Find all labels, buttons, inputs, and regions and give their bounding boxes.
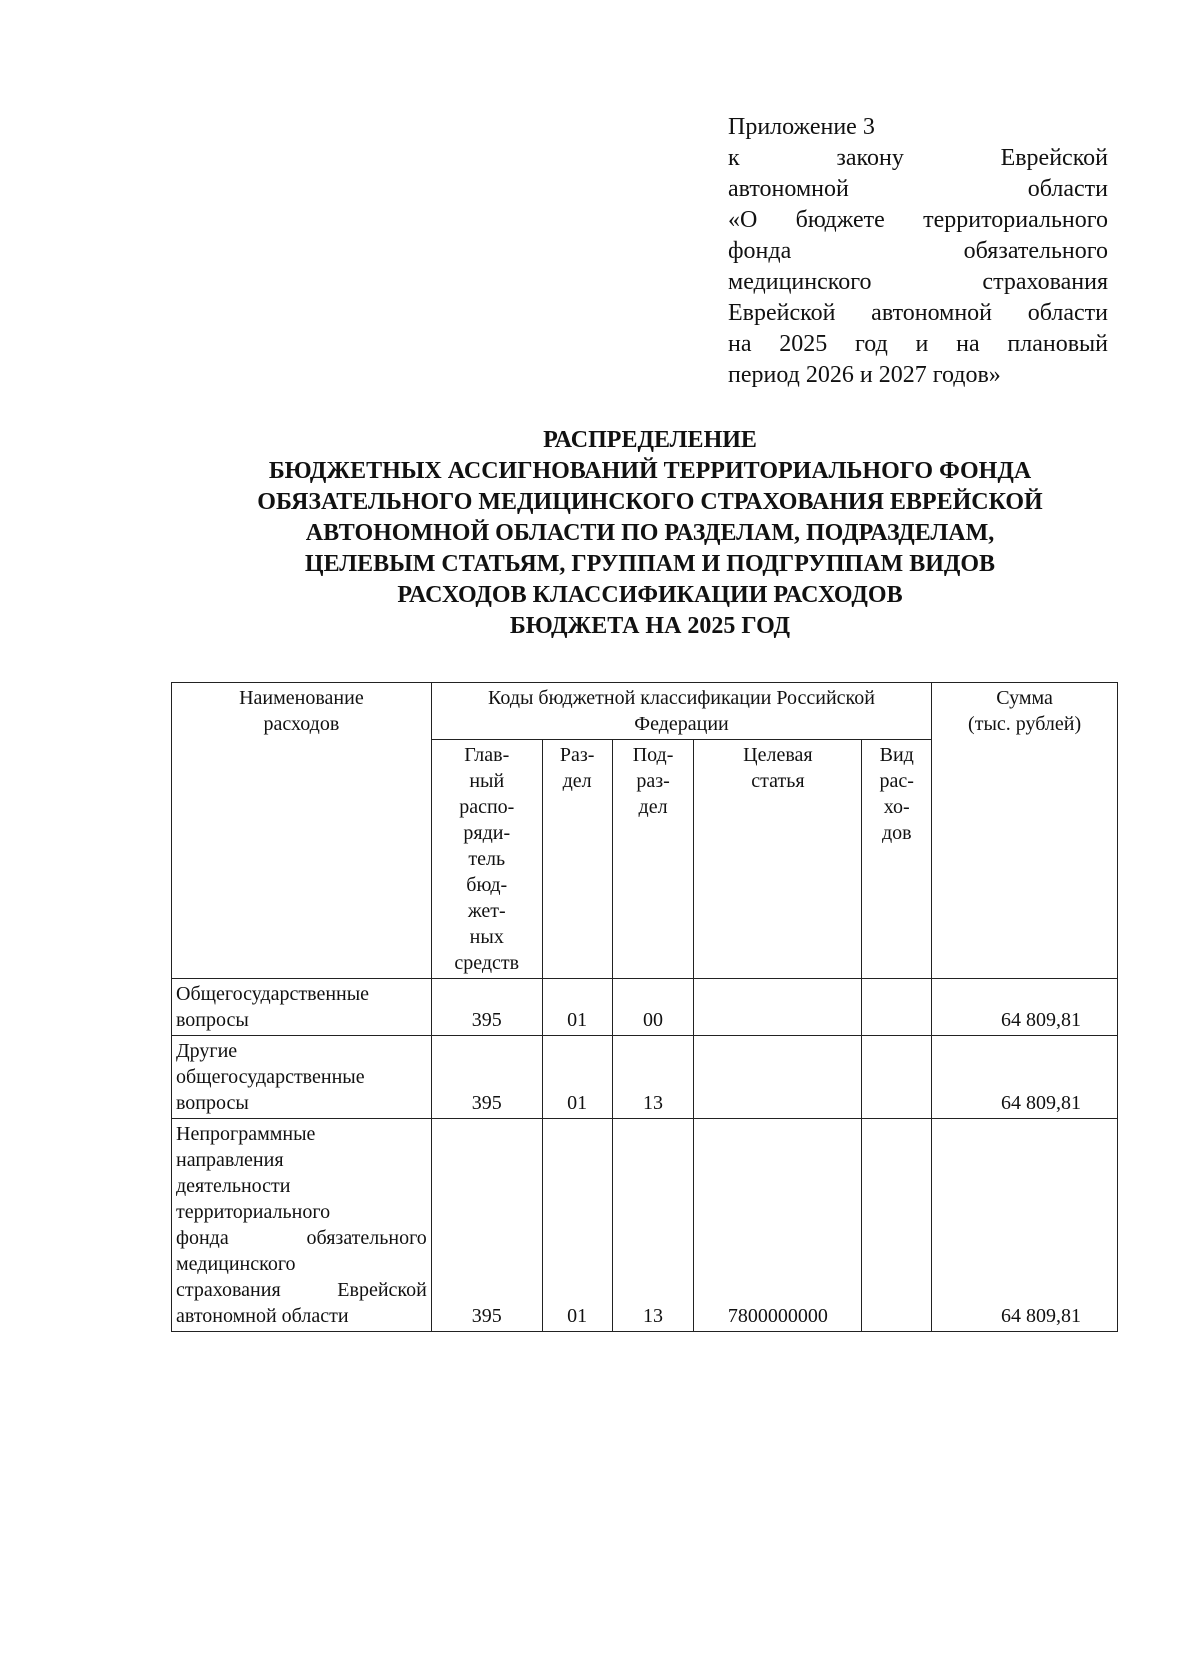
header-glavny-rasporyaditel: Глав- ный распо- ряди- тель бюд- жет- ных средств bbox=[431, 740, 542, 979]
row-celevaya: 7800000000 bbox=[694, 1119, 862, 1332]
appendix-line: Приложение 3 bbox=[728, 114, 875, 140]
row-sum: 64 809,81 bbox=[932, 979, 1118, 1036]
row-glavny: 395 bbox=[431, 979, 542, 1036]
budget-table bbox=[171, 682, 1118, 1332]
row-razdel: 01 bbox=[542, 979, 612, 1036]
appendix-line: на 2025 год и на плановый bbox=[728, 331, 1108, 357]
appendix-line: к закону Еврейской bbox=[728, 145, 1108, 171]
title-line: БЮДЖЕТНЫХ АССИГНОВАНИЙ ТЕРРИТОРИАЛЬНОГО ФОНДА bbox=[268, 458, 1032, 484]
table-row bbox=[172, 979, 1118, 1036]
row-celevaya bbox=[694, 1036, 862, 1119]
row-podrazdel: 13 bbox=[612, 1119, 694, 1332]
title-line: РАСПРЕДЕЛЕНИЕ bbox=[543, 427, 757, 453]
row-vid bbox=[862, 1119, 932, 1332]
table-row bbox=[172, 1036, 1118, 1119]
row-glavny: 395 bbox=[431, 1036, 542, 1119]
header-celevaya-statya: Целевая статья bbox=[694, 740, 862, 979]
appendix-line: медицинского страхования bbox=[728, 269, 1108, 295]
row-name: Общегосударственные вопросы bbox=[172, 979, 432, 1036]
row-razdel: 01 bbox=[542, 1119, 612, 1332]
appendix-line: автономной области bbox=[728, 176, 1108, 202]
table-row bbox=[172, 1119, 1118, 1332]
row-podrazdel: 00 bbox=[612, 979, 694, 1036]
row-razdel: 01 bbox=[542, 1036, 612, 1119]
title-line: ОБЯЗАТЕЛЬНОГО МЕДИЦИНСКОГО СТРАХОВАНИЯ ЕВРЕЙСКОЙ bbox=[257, 489, 1043, 515]
appendix-line: период 2026 и 2027 годов» bbox=[728, 362, 1001, 388]
header-podrazdel: Под- раз- дел bbox=[612, 740, 694, 979]
header-razdel: Раз- дел bbox=[542, 740, 612, 979]
appendix-line: фонда обязательного bbox=[728, 238, 1108, 264]
row-sum: 64 809,81 bbox=[932, 1036, 1118, 1119]
document-title bbox=[160, 425, 1140, 642]
appendix-line: Еврейской автономной области bbox=[728, 300, 1108, 326]
row-vid bbox=[862, 979, 932, 1036]
title-line: ЦЕЛЕВЫМ СТАТЬЯМ, ГРУППАМ И ПОДГРУППАМ ВИДОВ bbox=[304, 551, 996, 577]
table-header-row bbox=[172, 683, 1118, 740]
header-vid-rashodov: Вид рас- хо- дов bbox=[862, 740, 932, 979]
header-codes: Коды бюджетной классификации Российской Федерации bbox=[431, 683, 931, 740]
row-celevaya bbox=[694, 979, 862, 1036]
row-name: Непрограммные направления деятельности территориального фонда обязательного медицинского страхования Еврейской автономной области bbox=[172, 1119, 432, 1332]
title-line: РАСХОДОВ КЛАССИФИКАЦИИ РАСХОДОВ bbox=[397, 582, 903, 608]
row-podrazdel: 13 bbox=[612, 1036, 694, 1119]
row-name: Другие общегосударственные вопросы bbox=[172, 1036, 432, 1119]
row-vid bbox=[862, 1036, 932, 1119]
header-sum: Сумма (тыс. рублей) bbox=[932, 683, 1118, 979]
appendix-line: «О бюджете территориального bbox=[728, 207, 1108, 233]
title-line: БЮДЖЕТА НА 2025 ГОД bbox=[509, 613, 791, 639]
appendix-block bbox=[728, 112, 1108, 391]
title-line: АВТОНОМНОЙ ОБЛАСТИ ПО РАЗДЕЛАМ, ПОДРАЗДЕЛАМ, bbox=[305, 520, 995, 546]
header-name: Наименование расходов bbox=[172, 683, 432, 979]
row-sum: 64 809,81 bbox=[932, 1119, 1118, 1332]
row-glavny: 395 bbox=[431, 1119, 542, 1332]
